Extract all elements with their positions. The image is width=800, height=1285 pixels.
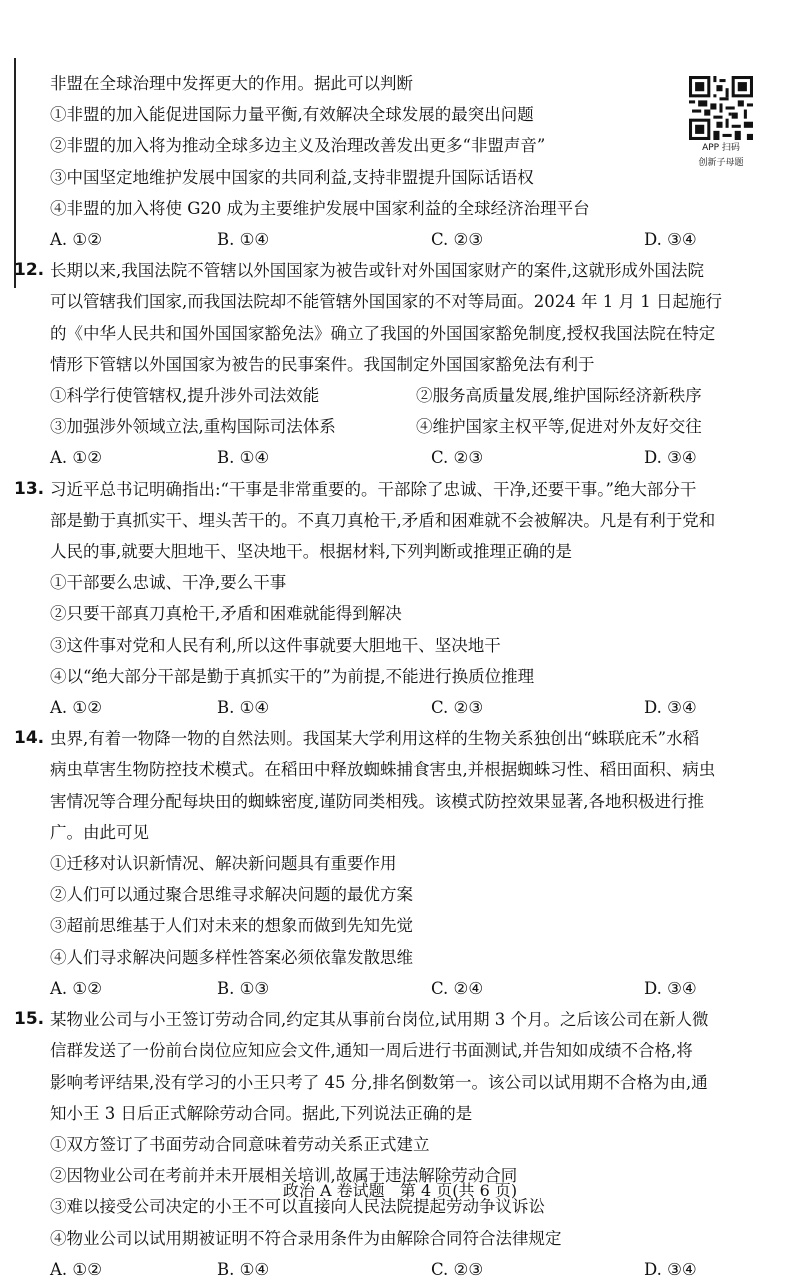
q15-option-c[interactable]: C. ②③ [431,1259,484,1279]
q12-statements-row-1 [50,380,750,411]
q14-statement-3: ③超前思维基于人们对未来的想象而做到先知先觉 [50,916,413,936]
q15-options [50,1254,750,1285]
q14-number: 14. [14,728,45,749]
q12-statement-1: ①科学行使管辖权,提升涉外司法效能 [50,386,320,406]
q14-stem-line-1: 14. 虫界,有着一物降一物的自然法则。我国某大学利用这样的生物关系独创出“蛛联庇禾”水稻 [50,723,750,754]
page-footer: 政治 A 卷试题 第 4 页(共 6 页) [282,1181,518,1200]
q12-statements-row-2 [50,411,750,442]
q11-option-b[interactable]: B. ①④ [217,230,270,250]
q11-statement-4: ④非盟的加入将使 G20 成为主要维护发展中国家利益的全球经济治理平台 [50,198,590,218]
q15-stem-line-1: 15. 某物业公司与小王签订劳动合同,约定其从事前台岗位,试用期 3 个月。之后该公司在新人微 [50,1004,750,1035]
q12-option-a[interactable]: A. ①② [50,448,102,468]
q12-number: 12. [14,260,45,281]
qr-caption-line2: 创新子母题 [698,158,744,168]
margin-rule [14,58,16,288]
q15-stem-line-3: 影响考评结果,没有学习的小王只考了 45 分,排名倒数第一。该公司以试用期不合格为由,通 [50,1072,708,1092]
q15-statement-2: ②因物业公司在考前并未开展相关培训,故属于违法解除劳动合同 [50,1166,518,1186]
q15-option-d[interactable]: D. ③④ [644,1259,697,1279]
q15-stem-line-2: 信群发送了一份前台岗位应知应会文件,通知一周后进行书面测试,并告知如成绩不合格,将 [50,1041,693,1061]
q12-stem-line-3: 的《中华人民共和国外国国家豁免法》确立了我国的外国国家豁免制度,授权我国法院在特定 [50,323,716,343]
q14-statement-2: ②人们可以通过聚合思维寻求解决问题的最优方案 [50,885,413,905]
q12-statement-3: ③加强涉外领域立法,重构国际司法体系 [50,417,336,437]
q13-statement-2: ②只要干部真刀真枪干,矛盾和困难就能得到解决 [50,604,402,624]
q14-statement-4: ④人们寻求解决问题多样性答案必须依靠发散思维 [50,947,413,967]
q14-option-a[interactable]: A. ①② [50,978,102,998]
q11-option-d[interactable]: D. ③④ [644,230,697,250]
q12-option-b[interactable]: B. ①④ [217,448,270,468]
q15-statement-4: ④物业公司以试用期被证明不符合录用条件为由解除合同符合法律规定 [50,1228,562,1248]
q15-option-a[interactable]: A. ①② [50,1259,102,1279]
q13-number: 13. [14,478,45,499]
q12-option-c[interactable]: C. ②③ [431,448,484,468]
q15-number: 15. [14,1009,45,1030]
q14-stem-line-4: 广。由此可见 [50,822,149,842]
q15-statement-1: ①双方签订了书面劳动合同意味着劳动关系正式建立 [50,1134,430,1154]
q11-statement-1: ①非盟的加入能促进国际力量平衡,有效解决全球发展的最突出问题 [50,105,534,125]
q13-option-a[interactable]: A. ①② [50,698,102,718]
q12-statement-4: ④维护国家主权平等,促进对外友好交往 [416,417,702,437]
q12-option-d[interactable]: D. ③④ [644,448,697,468]
q14-stem-line-3: 害情况等合理分配每块田的蜘蛛密度,谨防同类相残。该模式防控效果显著,各地积极进行推 [50,791,704,811]
q12-stem-line-1: 12. 长期以来,我国法院不管辖以外国国家为被告或针对外国国家财产的案件,这就形成外国法院 [50,255,750,286]
q11-statement-3: ③中国坚定地维护发展中国家的共同利益,支持非盟提升国际话语权 [50,167,534,187]
q11-option-a[interactable]: A. ①② [50,230,102,250]
q13-stem-line-1: 13. 习近平总书记明确指出:“干事是非常重要的。干部除了忠诚、干净,还要干事。”绝大部分干 [50,474,750,505]
q12-stem-line-2: 可以管辖我们国家,而我国法院却不能管辖外国国家的不对等局面。2024 年 1 月 1 日起施行 [50,292,722,312]
q11-statement-2: ②非盟的加入将为推动全球多边主义及治理改善发出更多“非盟声音” [50,136,546,156]
q14-options [50,973,750,1004]
q13-statement-4: ④以“绝大部分干部是勤于真抓实干的”为前提,不能进行换质位推理 [50,666,535,686]
q14-stem-line-2: 病虫草害生物防控技术模式。在稻田中释放蜘蛛捕食害虫,并根据蜘蛛习性、稻田面积、病虫 [50,760,716,780]
q13-statement-3: ③这件事对党和人民有利,所以这件事就要大胆地干、坚决地干 [50,635,501,655]
qr-caption-line1: APP 扫码 [702,143,740,153]
q13-options [50,692,750,723]
q13-option-d[interactable]: D. ③④ [644,698,697,718]
q14-option-d[interactable]: D. ③④ [644,978,697,998]
q12-stem-line-4: 情形下管辖以外国国家为被告的民事案件。我国制定外国国家豁免法有利于 [50,354,595,374]
q11-option-c[interactable]: C. ②③ [431,230,484,250]
q13-stem-line-2: 部是勤于真抓实干、埋头苦干的。不真刀真枪干,矛盾和困难就不会被解决。凡是有利于党和 [50,510,716,530]
q13-option-b[interactable]: B. ①④ [217,698,270,718]
q15-stem-line-4: 知小王 3 日后正式解除劳动合同。据此,下列说法正确的是 [50,1103,473,1123]
q13-stem-line-3: 人民的事,就要大胆地干、坚决地干。根据材料,下列判断或推理正确的是 [50,542,572,562]
q14-statement-1: ①迁移对认识新情况、解决新问题具有重要作用 [50,854,397,874]
q14-option-c[interactable]: C. ②④ [431,978,484,998]
q11-stem-tail: 非盟在全球治理中发挥更大的作用。据此可以判断 [50,74,413,93]
q12-options [50,442,750,473]
q12-statement-2: ②服务高质量发展,维护国际经济新秩序 [416,386,702,406]
q15-statement-3: ③难以接受公司决定的小王不可以直接向人民法院提起劳动争议诉讼 [50,1197,545,1217]
q11-options [50,224,750,255]
q13-option-c[interactable]: C. ②③ [431,698,484,718]
q13-statement-1: ①干部要么忠诚、干净,要么干事 [50,573,287,593]
q14-option-b[interactable]: B. ①③ [217,978,270,998]
q15-option-b[interactable]: B. ①④ [217,1259,270,1279]
exam-page [14,68,750,1285]
